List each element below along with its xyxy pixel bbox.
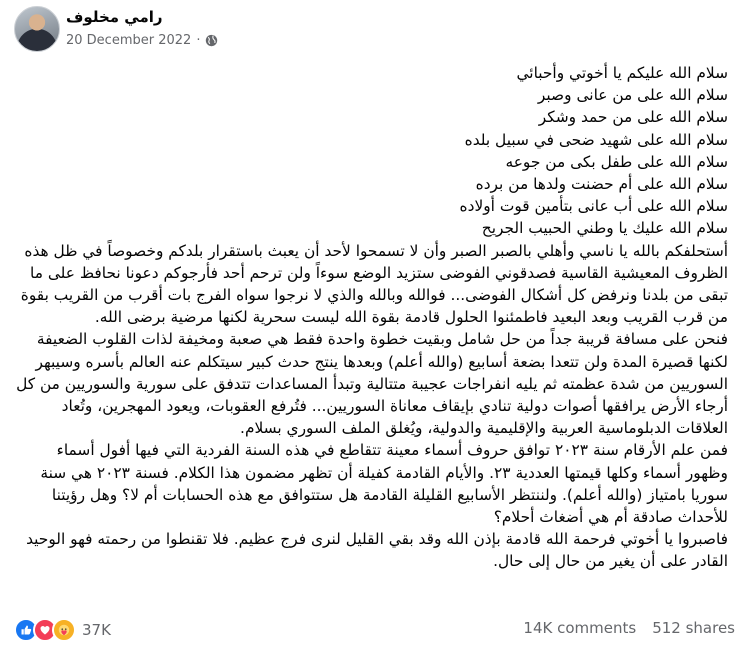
body-paragraph: فمن علم الأرقام سنة ٢٠٢٣ توافق حروف أسماء معينة تتقاطع في هذه السنة الفردية التي فيها أفول أسماء وظهور أسماء وكلها قيمتها العددية ٢٣. والأيام القادمة كفيلة أن تظهر مضمون هذا الكلام. فسنة ٢٠٢٣ هي سنة سوريا بامتياز (والله أعلم). ولننتظر الأسابيع القليلة القادمة هل ستتوافق مع هذه الحسابات أم لا؟ وهل رؤيتنا للأحداث صادقة أم هي أضغاث أحلام؟ <box>40 441 728 527</box>
post-footer <box>0 608 739 648</box>
post-header <box>0 0 739 60</box>
body-line: سلام الله على أب عانى بتأمين قوت أولاده <box>459 197 728 216</box>
shares-count[interactable]: 512 shares <box>652 619 735 637</box>
body-line: سلام الله على أم حضنت ولدها من برده <box>475 175 728 194</box>
reactions-summary[interactable] <box>14 618 111 642</box>
body-line: سلام الله عليكم يا أخوتي وأحبائي <box>516 64 728 82</box>
body-paragraph: أستحلفكم بالله يا ناسي وأهلي بالصبر الصبر وأن لا تسمحوا لأحد أن يعبث باستقرار بلدكم وخصوصاً في ظل هذه الظروف المعيشية القاسية فصدقوني الفوضى ستزيد الوضع سوءاً ولن ترحم أحد فأرجوكم دعونا نحافظ على ما تبقى من بلدنا ونرفض كل أشكال الفوضى... فوالله وبالله والذي لا نرجوا سواه الفرج بات أقرب من القريب بقوة من قرب القريب وبعد البعيد فاطمئنوا الحلول قادمة بقوة الله ليست سحرية لكنها مرضية برضى الله. <box>20 241 728 327</box>
body-line: سلام الله على طفل بكى من جوعه <box>505 152 728 171</box>
post-meta: 20 December 2022 · <box>66 33 218 48</box>
avatar[interactable] <box>14 6 60 52</box>
body-line: سلام الله على من حمد وشكر <box>538 108 728 127</box>
post-body <box>16 62 728 573</box>
body-line: سلام الله على شهيد ضحى في سبيل بلده <box>464 130 728 149</box>
post-date[interactable]: 20 December 2022 <box>66 33 192 48</box>
body-paragraph: فاصبروا يا أخوتي فرحمة الله قادمة بإذن الله وقد بقي القليل لنرى فرج عظيم. فلا تقنطوا من رحمته فهو الوحيد القادر على أن يغير من حال إلى حال. <box>26 530 728 571</box>
body-line: سلام الله على من عانى وصبر <box>537 86 728 105</box>
body-line: سلام الله عليك يا وطني الحبيب الجريح <box>481 219 728 238</box>
care-icon <box>52 618 76 642</box>
globe-icon <box>205 34 218 47</box>
engagement-stats <box>523 619 735 637</box>
comments-count[interactable]: 14K comments <box>523 619 637 637</box>
reaction-count: 37K <box>82 621 111 639</box>
body-paragraph: فنحن على مسافة قريبة جداً من حل شامل وبقيت خطوة واحدة فقط هي صعبة ومخيفة لذات القلوب الضعيفة لكنها قصيرة المدة ولن تتعدا بضعة أسابيع (والله أعلم) وبعدها ينتج حدث كبير سيتكلم عنه العالم بأسره وسيبهر السوريين من شدة عظمته ثم يليه انفراجات عجيبة متتالية وتبدأ المساعدات تتدفق على سورية والسوريين من كل أرجاء الأرض يرافقها أصوات دولية تنادي بإيقاف معاناة السوريين... فتُرفع العقوبات، ويعود المهجرين، وتُعاد العلاقات الدبلوماسية العربية والإقليمية والدولية، ويُغلق الملف السوري بسلام. <box>16 330 728 438</box>
author-name[interactable]: رامي مخلوف <box>66 8 163 26</box>
